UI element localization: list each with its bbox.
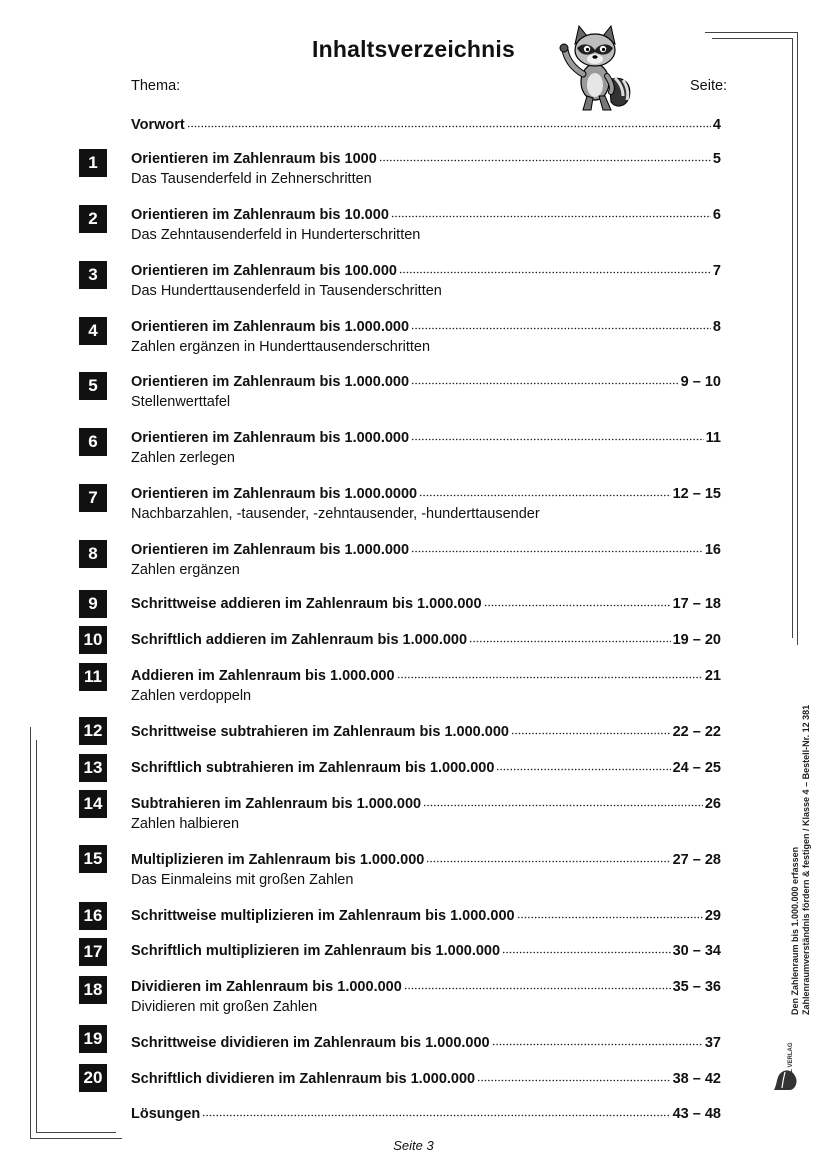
toc-entry[interactable] <box>131 540 721 580</box>
entry-page: 30 – 34 <box>672 943 721 959</box>
leader-dots <box>423 795 703 809</box>
chapter-number-badge: 7 <box>79 484 107 512</box>
leader-dots <box>511 723 671 737</box>
entry-title: Orientieren im Zahlenraum bis 100.000 <box>131 263 397 279</box>
toc-entry[interactable] <box>131 977 721 1017</box>
toc-entry[interactable] <box>131 794 721 834</box>
toc-entry[interactable] <box>131 594 721 614</box>
frame-bottom-left-v1 <box>30 727 31 1138</box>
entry-title: Orientieren im Zahlenraum bis 10.000 <box>131 207 389 223</box>
entry-title: Orientieren im Zahlenraum bis 1.000.000 <box>131 542 410 558</box>
entry-page: 21 <box>704 668 721 684</box>
chapter-number-badge: 6 <box>79 428 107 456</box>
logo-text: KOHL VERLAG <box>788 1042 794 1086</box>
entry-subtitle: Dividieren mit großen Zahlen <box>131 999 318 1015</box>
entry-subtitle: Zahlen ergänzen <box>131 562 240 578</box>
toc-entry-preface[interactable] <box>131 115 721 135</box>
page-column-header: Seite: <box>690 78 728 94</box>
leader-dots <box>187 116 711 130</box>
chapter-number-badge: 17 <box>79 938 107 966</box>
topic-column-header: Thema: <box>131 78 181 94</box>
toc-entry[interactable] <box>131 317 721 357</box>
publisher-imprint <box>790 705 812 1015</box>
entry-title: Schrittweise multiplizieren im Zahlenraum bis 1.000.000 <box>131 908 515 924</box>
entry-title: Orientieren im Zahlenraum bis 1.000.0000 <box>131 486 418 502</box>
chapter-number-badge: 14 <box>79 790 107 818</box>
leader-dots <box>419 485 671 499</box>
entry-title: Schrittweise addieren im Zahlenraum bis 1.000.000 <box>131 596 482 612</box>
entry-subtitle: Zahlen verdoppeln <box>131 688 252 704</box>
entry-subtitle: Stellenwerttafel <box>131 394 231 410</box>
leader-dots <box>496 759 670 773</box>
entry-page: 37 <box>704 1035 721 1051</box>
entry-page: 4 <box>712 117 721 133</box>
entry-title: Schrittweise dividieren im Zahlenraum bis 1.000.000 <box>131 1035 490 1051</box>
entry-title: Schrittweise subtrahieren im Zahlenraum bis 1.000.000 <box>131 724 509 740</box>
toc-entry[interactable] <box>131 1069 721 1089</box>
entry-page: 19 – 20 <box>672 632 721 648</box>
leader-dots <box>426 851 670 865</box>
leader-dots <box>411 429 704 443</box>
frame-top-right-h1 <box>705 32 797 33</box>
leader-dots <box>411 541 703 555</box>
toc-entry[interactable] <box>131 666 721 706</box>
leader-dots <box>397 667 703 681</box>
chapter-number-badge: 15 <box>79 845 107 873</box>
entry-title: Schriftlich addieren im Zahlenraum bis 1.000.000 <box>131 632 468 648</box>
entry-title: Orientieren im Zahlenraum bis 1.000.000 <box>131 319 410 335</box>
chapter-number-badge: 8 <box>79 540 107 568</box>
chapter-number-badge: 12 <box>79 717 107 745</box>
entry-subtitle: Das Tausenderfeld in Zehnerschritten <box>131 171 372 187</box>
entry-subtitle: Das Zehntausenderfeld in Hunderterschritten <box>131 227 421 243</box>
leader-dots <box>202 1105 670 1119</box>
frame-bottom-left-v2 <box>36 740 37 1132</box>
entry-title: Orientieren im Zahlenraum bis 1000 <box>131 151 377 167</box>
entry-page: 26 <box>704 796 721 812</box>
leader-dots <box>399 262 711 276</box>
entry-subtitle: Zahlen zerlegen <box>131 450 235 466</box>
chapter-number-badge: 11 <box>79 663 107 691</box>
page-title: Inhaltsverzeichnis <box>311 36 515 62</box>
leader-dots <box>379 150 711 164</box>
entry-page: 11 <box>705 430 721 446</box>
entry-page: 5 <box>712 151 721 167</box>
chapter-number-badge: 2 <box>79 205 107 233</box>
entry-title: Schriftlich dividieren im Zahlenraum bis 1.000.000 <box>131 1071 476 1087</box>
toc-entry[interactable] <box>131 372 721 412</box>
chapter-number-badge: 10 <box>79 626 107 654</box>
leader-dots <box>404 978 671 992</box>
leader-dots <box>477 1070 671 1084</box>
entry-title: Subtrahieren im Zahlenraum bis 1.000.000 <box>131 796 422 812</box>
frame-top-right-v1 <box>797 32 798 645</box>
leader-dots <box>492 1034 703 1048</box>
entry-page: 7 <box>712 263 721 279</box>
entry-page: 43 – 48 <box>672 1106 721 1122</box>
entry-page: 24 – 25 <box>672 760 721 776</box>
chapter-number-badge: 9 <box>79 590 107 618</box>
publisher-logo-icon <box>770 1032 800 1092</box>
chapter-number-badge: 3 <box>79 261 107 289</box>
chapter-number-badge: 13 <box>79 754 107 782</box>
toc-entry[interactable] <box>131 941 721 961</box>
entry-subtitle: Zahlen halbieren <box>131 816 240 832</box>
chapter-number-badge: 16 <box>79 902 107 930</box>
entry-page: 38 – 42 <box>672 1071 721 1087</box>
entry-page: 6 <box>712 207 721 223</box>
entry-page: 27 – 28 <box>672 852 721 868</box>
toc-entry[interactable] <box>131 149 721 189</box>
toc-entry[interactable] <box>131 484 721 524</box>
entry-page: 22 – 22 <box>672 724 721 740</box>
chapter-number-badge: 18 <box>79 976 107 1004</box>
leader-dots <box>484 595 671 609</box>
toc-entry[interactable] <box>131 630 721 650</box>
entry-title: Addieren im Zahlenraum bis 1.000.000 <box>131 668 395 684</box>
entry-title: Schriftlich multiplizieren im Zahlenraum bis 1.000.000 <box>131 943 501 959</box>
toc-entry-solutions[interactable] <box>131 1104 721 1124</box>
toc-entry[interactable] <box>131 1033 721 1053</box>
entry-title: Multiplizieren im Zahlenraum bis 1.000.000 <box>131 852 425 868</box>
toc-entry[interactable] <box>131 428 721 468</box>
toc-entry[interactable] <box>131 261 721 301</box>
entry-subtitle: Nachbarzahlen, -tausender, -zehntausender, -hunderttausender <box>131 506 540 522</box>
chapter-number-badge: 20 <box>79 1064 107 1092</box>
frame-bottom-left-h2 <box>36 1132 116 1133</box>
imprint-details: Zahlenraumverständnis fördern & festigen / Klasse 4 – Bestell-Nr. 12 381 <box>801 704 811 1015</box>
imprint-book-title: Den Zahlenraum bis 1.000.000 erfassen <box>790 846 800 1015</box>
toc-entry[interactable] <box>131 722 721 742</box>
leader-dots <box>469 631 671 645</box>
entry-title: Schriftlich subtrahieren im Zahlenraum bis 1.000.000 <box>131 760 495 776</box>
raccoon-mascot-icon <box>553 22 635 114</box>
entry-title: Lösungen <box>131 1106 201 1122</box>
entry-subtitle: Zahlen ergänzen in Hunderttausenderschritten <box>131 339 431 355</box>
toc-entry[interactable] <box>131 906 721 926</box>
frame-top-right-v2 <box>792 38 793 638</box>
entry-page: 8 <box>712 319 721 335</box>
entry-title: Vorwort <box>131 117 185 133</box>
leader-dots <box>391 206 711 220</box>
toc-entry[interactable] <box>131 205 721 245</box>
entry-page: 17 – 18 <box>672 596 721 612</box>
chapter-number-badge: 19 <box>79 1025 107 1053</box>
leader-dots <box>411 318 711 332</box>
entry-page: 29 <box>704 908 721 924</box>
entry-page: 35 – 36 <box>672 979 721 995</box>
chapter-number-badge: 5 <box>79 372 107 400</box>
leader-dots <box>502 942 671 956</box>
leader-dots <box>411 373 679 387</box>
entry-subtitle: Das Einmaleins mit großen Zahlen <box>131 872 354 888</box>
chapter-number-badge: 4 <box>79 317 107 345</box>
leader-dots <box>517 907 703 921</box>
chapter-number-badge: 1 <box>79 149 107 177</box>
entry-page: 12 – 15 <box>672 486 721 502</box>
entry-title: Dividieren im Zahlenraum bis 1.000.000 <box>131 979 402 995</box>
toc-entry[interactable] <box>131 850 721 890</box>
entry-page: 9 – 10 <box>680 374 721 390</box>
page-footer: Seite 3 <box>393 1138 434 1153</box>
entry-title: Orientieren im Zahlenraum bis 1.000.000 <box>131 430 410 446</box>
entry-page: 16 <box>704 542 721 558</box>
toc-entry[interactable] <box>131 758 721 778</box>
entry-title: Orientieren im Zahlenraum bis 1.000.000 <box>131 374 410 390</box>
entry-subtitle: Das Hunderttausenderfeld in Tausenderschritten <box>131 283 442 299</box>
